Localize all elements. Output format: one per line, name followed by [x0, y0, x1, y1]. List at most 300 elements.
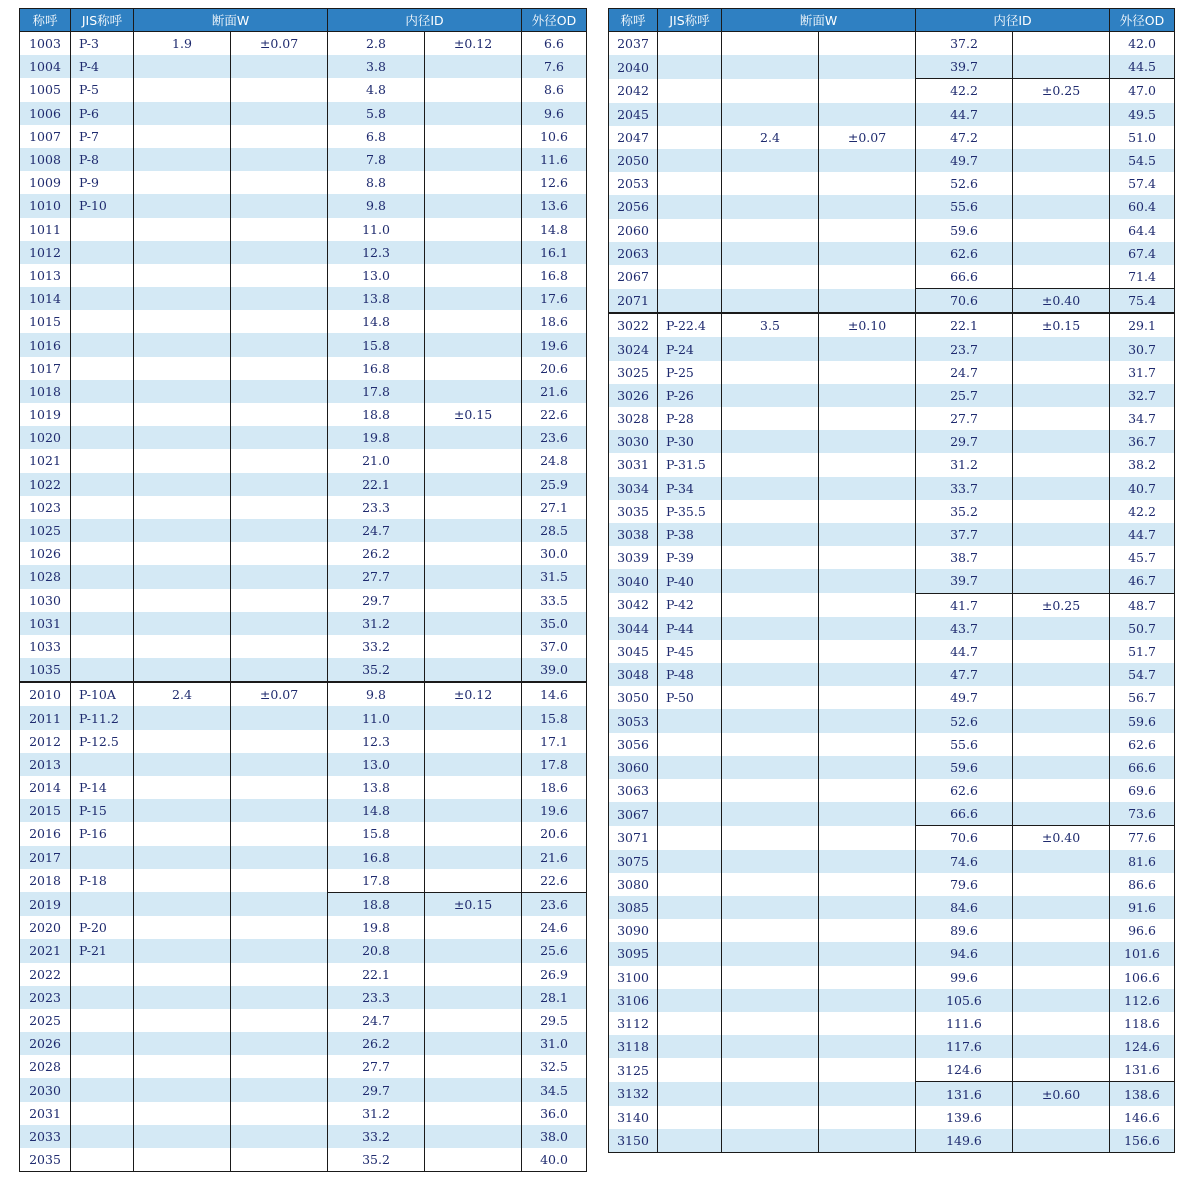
cell-section-w	[722, 55, 819, 79]
cell-inner-id: 18.8	[328, 403, 425, 426]
cell-inner-id: 39.7	[916, 569, 1013, 593]
cell-section-w	[134, 287, 231, 310]
cell-section-w-tolerance	[819, 779, 916, 802]
cell-section-w-tolerance	[231, 869, 328, 893]
cell-outer-od: 66.6	[1110, 756, 1175, 779]
cell-inner-id: 49.7	[916, 149, 1013, 172]
cell-jis	[71, 589, 134, 612]
cell-section-w-tolerance	[231, 565, 328, 588]
cell-section-w: 2.4	[134, 682, 231, 706]
table-row	[609, 126, 1175, 149]
cell-section-w-tolerance	[819, 453, 916, 476]
table-row	[20, 542, 587, 565]
cell-section-w	[134, 496, 231, 519]
cell-jis	[71, 403, 134, 426]
cell-inner-id: 149.6	[916, 1129, 1013, 1153]
cell-section-w-tolerance	[231, 426, 328, 449]
table-row	[609, 523, 1175, 546]
cell-code: 2033	[20, 1125, 71, 1148]
cell-outer-od: 54.7	[1110, 663, 1175, 686]
table-row	[20, 148, 587, 171]
cell-inner-id-tolerance	[1013, 1129, 1110, 1153]
cell-section-w-tolerance	[819, 219, 916, 242]
table-row	[609, 337, 1175, 360]
cell-outer-od: 62.6	[1110, 733, 1175, 756]
cell-section-w: 1.9	[134, 32, 231, 56]
cell-code: 2030	[20, 1078, 71, 1101]
cell-inner-id-tolerance	[425, 916, 522, 939]
cell-jis: P-24	[658, 337, 722, 360]
cell-section-w	[722, 919, 819, 942]
cell-outer-od: 57.4	[1110, 172, 1175, 195]
cell-section-w-tolerance	[819, 1012, 916, 1035]
cell-code: 3067	[609, 802, 658, 826]
cell-inner-id: 22.1	[328, 963, 425, 986]
cell-outer-od: 56.7	[1110, 686, 1175, 709]
cell-inner-id-tolerance	[1013, 242, 1110, 265]
cell-jis	[658, 756, 722, 779]
cell-code: 2067	[609, 265, 658, 289]
cell-inner-id-tolerance	[425, 730, 522, 753]
cell-code: 2017	[20, 846, 71, 869]
cell-jis	[71, 449, 134, 472]
cell-jis	[71, 635, 134, 658]
cell-jis: P-22.4	[658, 313, 722, 337]
table-row	[609, 733, 1175, 756]
cell-code: 3022	[609, 313, 658, 337]
cell-inner-id-tolerance: ±0.25	[1013, 79, 1110, 103]
cell-jis: P-21	[71, 939, 134, 962]
table-row	[609, 546, 1175, 569]
right-spec-table-container	[608, 8, 1175, 1153]
cell-code: 3030	[609, 430, 658, 453]
cell-outer-od: 25.6	[522, 939, 587, 962]
cell-jis: P-12.5	[71, 730, 134, 753]
cell-outer-od: 156.6	[1110, 1129, 1175, 1153]
cell-inner-id-tolerance	[425, 449, 522, 472]
table-row	[20, 753, 587, 776]
cell-code: 3045	[609, 640, 658, 663]
cell-jis	[658, 32, 722, 56]
cell-outer-od: 31.0	[522, 1032, 587, 1055]
cell-code: 3140	[609, 1106, 658, 1129]
cell-section-w	[134, 612, 231, 635]
cell-inner-id: 20.8	[328, 939, 425, 962]
cell-outer-od: 44.5	[1110, 55, 1175, 79]
cell-outer-od: 14.6	[522, 682, 587, 706]
cell-jis: P-35.5	[658, 500, 722, 523]
cell-inner-id-tolerance	[1013, 1012, 1110, 1035]
table-row	[20, 380, 587, 403]
cell-inner-id-tolerance	[1013, 453, 1110, 476]
cell-code: 1003	[20, 32, 71, 56]
cell-outer-od: 21.6	[522, 846, 587, 869]
cell-outer-od: 64.4	[1110, 219, 1175, 242]
cell-outer-od: 30.7	[1110, 337, 1175, 360]
cell-section-w	[722, 79, 819, 103]
cell-code: 3035	[609, 500, 658, 523]
cell-outer-od: 75.4	[1110, 289, 1175, 314]
table-row	[609, 640, 1175, 663]
cell-outer-od: 12.6	[522, 171, 587, 194]
cell-jis: P-7	[71, 125, 134, 148]
cell-section-w	[134, 357, 231, 380]
cell-outer-od: 86.6	[1110, 873, 1175, 896]
cell-inner-id: 55.6	[916, 195, 1013, 218]
cell-section-w	[722, 32, 819, 56]
cell-inner-id-tolerance: ±0.15	[425, 892, 522, 916]
cell-section-w	[134, 1055, 231, 1078]
cell-section-w	[722, 686, 819, 709]
cell-inner-id-tolerance	[1013, 569, 1110, 593]
cell-inner-id-tolerance	[1013, 733, 1110, 756]
cell-code: 2040	[609, 55, 658, 79]
table-row	[609, 453, 1175, 476]
table-row	[609, 896, 1175, 919]
cell-code: 1007	[20, 125, 71, 148]
cell-inner-id: 15.8	[328, 333, 425, 356]
cell-section-w	[722, 523, 819, 546]
cell-outer-od: 22.6	[522, 869, 587, 893]
cell-section-w	[134, 55, 231, 78]
cell-section-w	[722, 500, 819, 523]
cell-section-w	[722, 384, 819, 407]
cell-inner-id: 18.8	[328, 892, 425, 916]
cell-section-w	[134, 658, 231, 682]
cell-section-w	[722, 617, 819, 640]
cell-inner-id-tolerance	[425, 426, 522, 449]
cell-section-w	[134, 963, 231, 986]
cell-outer-od: 19.6	[522, 333, 587, 356]
cell-outer-od: 33.5	[522, 589, 587, 612]
cell-code: 2025	[20, 1009, 71, 1032]
cell-code: 1015	[20, 310, 71, 333]
cell-code: 2042	[609, 79, 658, 103]
cell-inner-id: 139.6	[916, 1106, 1013, 1129]
cell-inner-id: 12.3	[328, 730, 425, 753]
cell-inner-id: 66.6	[916, 265, 1013, 289]
cell-code: 2023	[20, 986, 71, 1009]
cell-outer-od: 20.6	[522, 357, 587, 380]
cell-code: 2013	[20, 753, 71, 776]
cell-inner-id: 13.0	[328, 264, 425, 287]
cell-jis	[658, 896, 722, 919]
header-code: 称呼	[20, 9, 71, 32]
cell-inner-id-tolerance	[1013, 919, 1110, 942]
table-row	[609, 242, 1175, 265]
cell-section-w-tolerance	[231, 1078, 328, 1101]
cell-code: 2050	[609, 149, 658, 172]
cell-inner-id: 13.8	[328, 776, 425, 799]
cell-jis	[71, 1102, 134, 1125]
cell-section-w-tolerance	[231, 776, 328, 799]
cell-jis	[658, 126, 722, 149]
cell-inner-id: 24.7	[916, 361, 1013, 384]
cell-section-w	[722, 733, 819, 756]
cell-section-w-tolerance	[231, 730, 328, 753]
cell-outer-od: 29.5	[522, 1009, 587, 1032]
cell-code: 3060	[609, 756, 658, 779]
cell-section-w-tolerance	[231, 706, 328, 729]
cell-jis	[658, 195, 722, 218]
cell-code: 1019	[20, 403, 71, 426]
cell-section-w-tolerance	[819, 337, 916, 360]
cell-code: 1004	[20, 55, 71, 78]
table-row	[20, 963, 587, 986]
cell-outer-od: 9.6	[522, 102, 587, 125]
cell-outer-od: 20.6	[522, 822, 587, 845]
cell-code: 2071	[609, 289, 658, 314]
cell-inner-id: 84.6	[916, 896, 1013, 919]
table-row	[20, 869, 587, 893]
cell-code: 3040	[609, 569, 658, 593]
table-row	[20, 102, 587, 125]
cell-outer-od: 40.0	[522, 1148, 587, 1172]
cell-section-w-tolerance	[819, 172, 916, 195]
cell-code: 2022	[20, 963, 71, 986]
cell-section-w	[134, 264, 231, 287]
cell-inner-id: 11.0	[328, 218, 425, 241]
cell-outer-od: 23.6	[522, 426, 587, 449]
cell-inner-id-tolerance	[425, 1032, 522, 1055]
cell-code: 3080	[609, 873, 658, 896]
cell-jis	[658, 850, 722, 873]
cell-code: 1030	[20, 589, 71, 612]
cell-jis: P-42	[658, 593, 722, 617]
cell-inner-id-tolerance	[425, 148, 522, 171]
cell-jis	[658, 103, 722, 126]
cell-inner-id-tolerance	[425, 846, 522, 869]
cell-section-w	[134, 846, 231, 869]
table-row	[609, 79, 1175, 103]
cell-section-w-tolerance	[231, 1009, 328, 1032]
cell-inner-id: 23.3	[328, 986, 425, 1009]
cell-inner-id: 19.8	[328, 426, 425, 449]
cell-code: 1011	[20, 218, 71, 241]
cell-section-w	[722, 1106, 819, 1129]
cell-inner-id-tolerance: ±0.60	[1013, 1082, 1110, 1106]
cell-outer-od: 36.7	[1110, 430, 1175, 453]
table-row	[609, 617, 1175, 640]
cell-inner-id: 124.6	[916, 1058, 1013, 1082]
table-row	[20, 333, 587, 356]
cell-inner-id-tolerance	[1013, 32, 1110, 56]
cell-section-w	[722, 337, 819, 360]
cell-code: 1025	[20, 519, 71, 542]
cell-inner-id-tolerance: ±0.12	[425, 682, 522, 706]
cell-inner-id: 31.2	[916, 453, 1013, 476]
cell-section-w-tolerance	[231, 542, 328, 565]
cell-code: 1026	[20, 542, 71, 565]
cell-code: 2021	[20, 939, 71, 962]
cell-section-w	[134, 799, 231, 822]
cell-inner-id: 105.6	[916, 989, 1013, 1012]
cell-jis	[71, 612, 134, 635]
cell-section-w-tolerance	[231, 194, 328, 217]
cell-outer-od: 46.7	[1110, 569, 1175, 593]
cell-section-w	[722, 361, 819, 384]
cell-jis: P-20	[71, 916, 134, 939]
cell-inner-id-tolerance	[425, 986, 522, 1009]
table-row	[20, 939, 587, 962]
table-row	[20, 125, 587, 148]
cell-section-w-tolerance	[231, 916, 328, 939]
cell-code: 3132	[609, 1082, 658, 1106]
cell-inner-id: 8.8	[328, 171, 425, 194]
cell-inner-id: 131.6	[916, 1082, 1013, 1106]
cell-inner-id-tolerance	[1013, 966, 1110, 989]
cell-inner-id-tolerance: ±0.15	[1013, 313, 1110, 337]
cell-inner-id: 117.6	[916, 1035, 1013, 1058]
cell-inner-id: 13.8	[328, 287, 425, 310]
cell-inner-id: 99.6	[916, 966, 1013, 989]
table-row	[609, 1035, 1175, 1058]
table-row	[20, 1125, 587, 1148]
cell-code: 1022	[20, 473, 71, 496]
cell-section-w	[722, 407, 819, 430]
cell-code: 1016	[20, 333, 71, 356]
cell-code: 1013	[20, 264, 71, 287]
cell-code: 1005	[20, 78, 71, 101]
cell-code: 3034	[609, 477, 658, 500]
header-outer-od: 外径OD	[522, 9, 587, 32]
cell-section-w-tolerance	[819, 617, 916, 640]
cell-code: 1033	[20, 635, 71, 658]
cell-outer-od: 42.2	[1110, 500, 1175, 523]
cell-section-w-tolerance	[819, 289, 916, 314]
cell-section-w	[134, 1102, 231, 1125]
cell-section-w-tolerance	[819, 149, 916, 172]
cell-jis	[658, 289, 722, 314]
cell-inner-id: 15.8	[328, 822, 425, 845]
table-row	[20, 1102, 587, 1125]
cell-jis	[71, 473, 134, 496]
cell-section-w-tolerance	[231, 1032, 328, 1055]
cell-jis: P-31.5	[658, 453, 722, 476]
cell-section-w-tolerance	[819, 1035, 916, 1058]
table-row	[20, 658, 587, 682]
table-row	[20, 730, 587, 753]
cell-inner-id-tolerance	[425, 799, 522, 822]
cell-inner-id: 70.6	[916, 289, 1013, 314]
cell-section-w-tolerance	[819, 430, 916, 453]
cell-inner-id: 37.7	[916, 523, 1013, 546]
cell-inner-id: 70.6	[916, 826, 1013, 850]
cell-inner-id-tolerance	[1013, 477, 1110, 500]
cell-inner-id: 74.6	[916, 850, 1013, 873]
cell-outer-od: 24.8	[522, 449, 587, 472]
cell-section-w	[134, 706, 231, 729]
cell-outer-od: 131.6	[1110, 1058, 1175, 1082]
table-row	[609, 802, 1175, 826]
cell-outer-od: 17.1	[522, 730, 587, 753]
cell-section-w-tolerance	[819, 686, 916, 709]
cell-section-w-tolerance	[231, 846, 328, 869]
cell-outer-od: 69.6	[1110, 779, 1175, 802]
table-row	[609, 989, 1175, 1012]
cell-inner-id-tolerance	[425, 78, 522, 101]
cell-inner-id-tolerance	[425, 1148, 522, 1172]
cell-section-w-tolerance	[819, 242, 916, 265]
table-row	[20, 426, 587, 449]
cell-section-w-tolerance	[231, 333, 328, 356]
cell-inner-id: 7.8	[328, 148, 425, 171]
cell-outer-od: 10.6	[522, 125, 587, 148]
cell-section-w-tolerance	[231, 963, 328, 986]
cell-inner-id: 14.8	[328, 799, 425, 822]
cell-section-w	[722, 265, 819, 289]
cell-inner-id: 26.2	[328, 542, 425, 565]
cell-inner-id-tolerance	[425, 1009, 522, 1032]
cell-jis	[71, 333, 134, 356]
cell-inner-id-tolerance	[1013, 686, 1110, 709]
cell-outer-od: 26.9	[522, 963, 587, 986]
cell-jis: P-14	[71, 776, 134, 799]
table-row	[609, 966, 1175, 989]
cell-section-w	[134, 892, 231, 916]
cell-section-w	[134, 776, 231, 799]
cell-jis	[71, 1032, 134, 1055]
cell-section-w	[722, 1035, 819, 1058]
cell-section-w	[722, 966, 819, 989]
cell-code: 2056	[609, 195, 658, 218]
cell-code: 3100	[609, 966, 658, 989]
cell-section-w-tolerance	[819, 546, 916, 569]
cell-inner-id-tolerance	[1013, 430, 1110, 453]
cell-section-w-tolerance	[231, 241, 328, 264]
cell-section-w	[134, 171, 231, 194]
cell-inner-id: 47.2	[916, 126, 1013, 149]
cell-section-w-tolerance	[819, 966, 916, 989]
cell-section-w	[134, 148, 231, 171]
table-row	[20, 986, 587, 1009]
cell-code: 2028	[20, 1055, 71, 1078]
cell-section-w-tolerance	[231, 799, 328, 822]
cell-inner-id-tolerance	[1013, 640, 1110, 663]
cell-jis	[71, 846, 134, 869]
cell-outer-od: 146.6	[1110, 1106, 1175, 1129]
cell-outer-od: 24.6	[522, 916, 587, 939]
cell-section-w	[134, 1078, 231, 1101]
cell-jis	[71, 892, 134, 916]
cell-section-w-tolerance: ±0.10	[819, 313, 916, 337]
table-row	[20, 1148, 587, 1172]
cell-inner-id: 37.2	[916, 32, 1013, 56]
cell-section-w-tolerance	[819, 850, 916, 873]
cell-section-w	[722, 219, 819, 242]
left-header-row	[20, 9, 587, 32]
table-row	[609, 569, 1175, 593]
table-row	[20, 519, 587, 542]
table-row	[20, 218, 587, 241]
cell-inner-id: 17.8	[328, 380, 425, 403]
cell-inner-id-tolerance	[425, 1078, 522, 1101]
cell-section-w-tolerance	[231, 658, 328, 682]
cell-inner-id: 111.6	[916, 1012, 1013, 1035]
cell-inner-id-tolerance	[1013, 337, 1110, 360]
cell-code: 2035	[20, 1148, 71, 1172]
cell-section-w	[134, 310, 231, 333]
cell-outer-od: 77.6	[1110, 826, 1175, 850]
cell-inner-id-tolerance	[425, 658, 522, 682]
cell-outer-od: 67.4	[1110, 242, 1175, 265]
cell-inner-id: 35.2	[328, 1148, 425, 1172]
cell-outer-od: 34.5	[522, 1078, 587, 1101]
cell-code: 2019	[20, 892, 71, 916]
cell-jis: P-6	[71, 102, 134, 125]
cell-jis	[658, 733, 722, 756]
cell-section-w	[722, 1082, 819, 1106]
